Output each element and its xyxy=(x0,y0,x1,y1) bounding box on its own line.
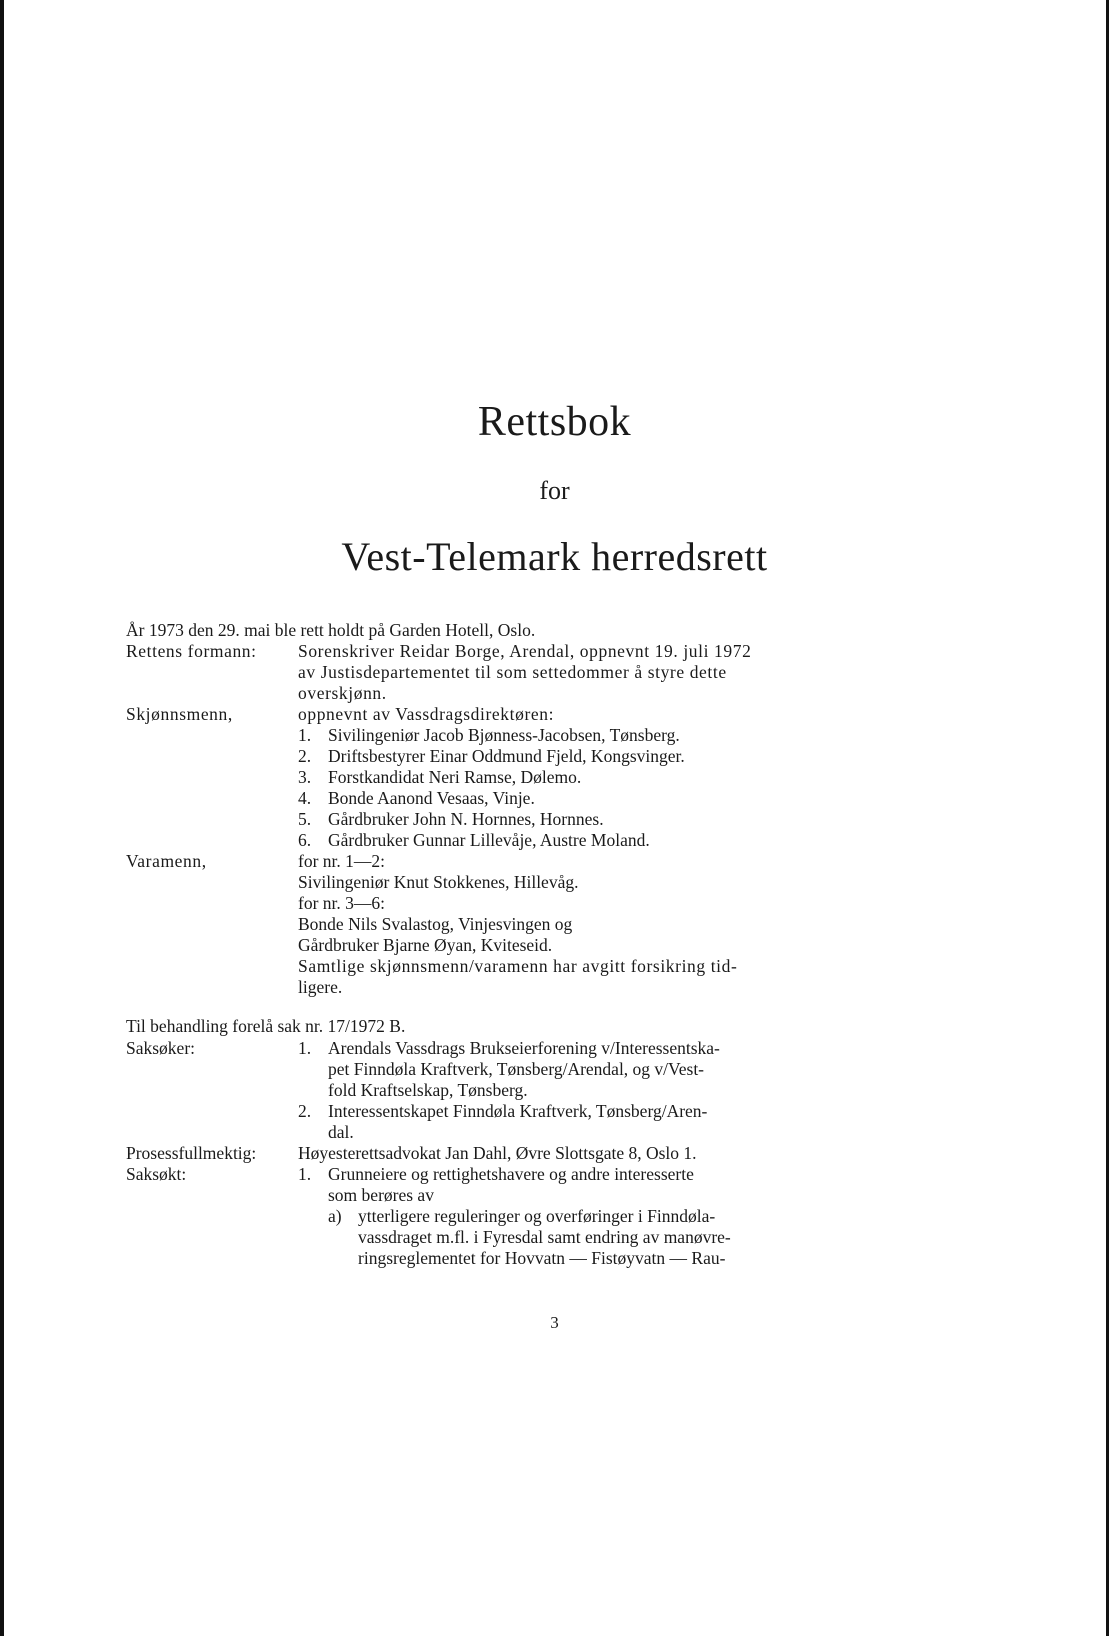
item-text: Bonde Aanond Vesaas, Vinje. xyxy=(328,788,535,808)
sub-item-line: vassdraget m.fl. i Fyresdal samt endring av manøvre- xyxy=(358,1227,731,1247)
varamenn-line: Samtlige skjønnsmenn/varamenn har avgitt forsikring tid- xyxy=(298,956,738,976)
prosessfullmektig-section xyxy=(126,1143,826,1164)
list-item xyxy=(298,809,826,830)
varamenn-section xyxy=(126,851,826,998)
list-item xyxy=(298,830,826,851)
prosessfullmektig-label: Prosessfullmektig: xyxy=(126,1143,257,1163)
varamenn-line: Sivilingeniør Knut Stokkenes, Hillevåg. xyxy=(298,872,579,892)
list-item xyxy=(298,788,826,809)
varamenn-label: Varamenn, xyxy=(126,851,207,871)
formann-line: av Justisdepartementet til som settedommer å styre dette xyxy=(298,662,727,682)
document-body xyxy=(126,620,826,1269)
saksoker-label: Saksøker: xyxy=(126,1038,196,1058)
item-text: Driftsbestyrer Einar Oddmund Fjeld, Kongsvinger. xyxy=(328,746,685,766)
item-line: Interessentskapet Finndøla Kraftverk, Tønsberg/Aren- xyxy=(328,1101,708,1121)
scan-edge-left xyxy=(0,0,4,1636)
list-item xyxy=(298,767,826,788)
sub-item-line: ringsreglementet for Hovvatn — Fistøyvatn — Rau- xyxy=(358,1248,726,1268)
varamenn-line: ligere. xyxy=(298,977,343,997)
list-item xyxy=(298,1101,826,1143)
page-number: 3 xyxy=(550,1313,559,1332)
item-text: Gårdbruker Gunnar Lillevåje, Austre Moland. xyxy=(328,830,650,850)
document-subtitle: for xyxy=(539,476,570,505)
case-intro: Til behandling forelå sak nr. 17/1972 B. xyxy=(126,1016,406,1036)
item-line: Arendals Vassdrags Brukseierforening v/Interessentska- xyxy=(328,1038,720,1058)
document-title: Rettsbok xyxy=(477,399,632,445)
skjonnsmenn-section xyxy=(126,704,826,851)
item-text: Sivilingeniør Jacob Bjønness-Jacobsen, Tønsberg. xyxy=(328,725,680,745)
formann-section xyxy=(126,641,826,704)
item-number: 1. xyxy=(298,1164,312,1184)
saksoker-section xyxy=(126,1038,826,1143)
item-number: 6. xyxy=(298,830,312,850)
intro-sentence: År 1973 den 29. mai ble rett holdt på Garden Hotell, Oslo. xyxy=(126,620,536,640)
item-line: fold Kraftselskap, Tønsberg. xyxy=(328,1080,528,1100)
varamenn-line: Bonde Nils Svalastog, Vinjesvingen og xyxy=(298,914,573,934)
formann-label: Rettens formann: xyxy=(126,641,257,661)
item-line: som berøres av xyxy=(328,1185,434,1205)
item-line: dal. xyxy=(328,1122,354,1142)
list-item xyxy=(298,1164,826,1206)
court-name: Vest-Telemark herredsrett xyxy=(341,534,768,579)
sub-item-letter: a) xyxy=(328,1206,342,1226)
saksokt-label: Saksøkt: xyxy=(126,1164,187,1184)
item-text: Forstkandidat Neri Ramse, Dølemo. xyxy=(328,767,582,787)
item-number: 2. xyxy=(298,746,312,766)
list-item xyxy=(298,1038,826,1101)
skjonnsmenn-label: Skjønnsmenn, xyxy=(126,704,233,724)
saksokt-section xyxy=(126,1164,826,1269)
item-number: 3. xyxy=(298,767,312,787)
prosessfullmektig-text: Høyesterettsadvokat Jan Dahl, Øvre Slottsgate 8, Oslo 1. xyxy=(298,1143,697,1163)
sub-list-item xyxy=(328,1206,826,1269)
varamenn-line: Gårdbruker Bjarne Øyan, Kviteseid. xyxy=(298,935,553,955)
item-number: 5. xyxy=(298,809,312,829)
formann-line: overskjønn. xyxy=(298,683,387,703)
item-text: Gårdbruker John N. Hornnes, Hornnes. xyxy=(328,809,604,829)
varamenn-line: for nr. 1—2: xyxy=(298,851,386,871)
varamenn-line: for nr. 3—6: xyxy=(298,893,386,913)
list-item xyxy=(298,725,826,746)
item-number: 1. xyxy=(298,725,312,745)
skjonnsmenn-intro: oppnevnt av Vassdragsdirektøren: xyxy=(298,704,555,724)
item-number: 1. xyxy=(298,1038,312,1058)
item-line: Grunneiere og rettighetshavere og andre interesserte xyxy=(328,1164,694,1184)
item-number: 2. xyxy=(298,1101,312,1121)
sub-item-line: ytterligere reguleringer og overføringer i Finndøla- xyxy=(358,1206,716,1226)
item-number: 4. xyxy=(298,788,312,808)
item-line: pet Finndøla Kraftverk, Tønsberg/Arendal, og v/Vest- xyxy=(328,1059,705,1079)
list-item xyxy=(298,746,826,767)
formann-line: Sorenskriver Reidar Borge, Arendal, oppnevnt 19. juli 1972 xyxy=(298,641,752,661)
